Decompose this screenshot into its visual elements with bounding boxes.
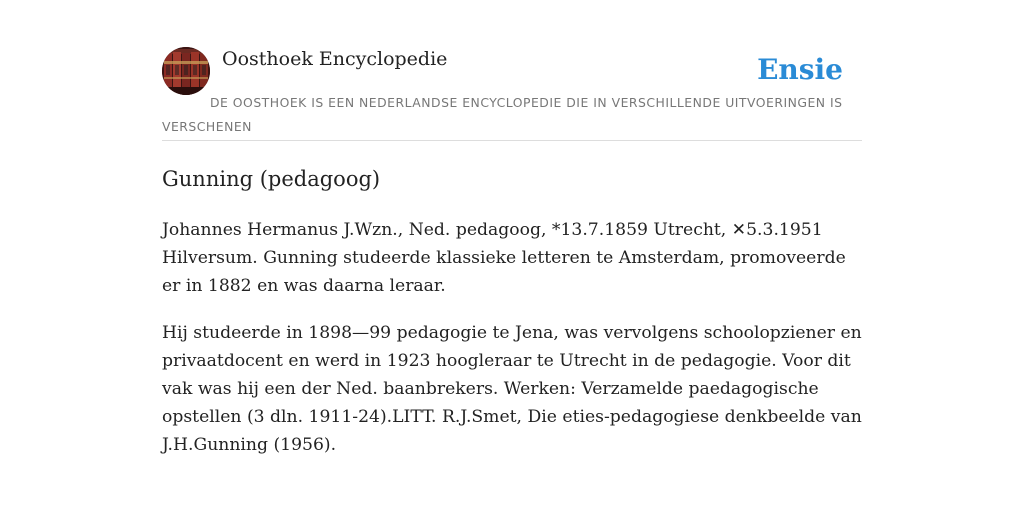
article-paragraph: Johannes Hermanus J.Wzn., Ned. pedagoog, *13.7.1859 Utrecht, ✕5.3.1951 Hilversum. Gunning studeerde klassieke letteren te Amsterdam, promoveerde er in 1882 en was daarna leraar. xyxy=(162,220,846,296)
source-header xyxy=(162,46,862,141)
encyclopedia-books-icon[interactable] xyxy=(162,47,210,95)
article-paragraph: Hij studeerde in 1898—99 pedagogie te Jena, was vervolgens schoolopziener en privaatdocent en werd in 1923 hoogleraar te Utrecht in de pedagogie. Voor dit vak was hij een der Ned. baanbrekers. Werken: Verzamelde paedagogische opstellen (3 dln. 1911-24).LITT. R.J.Smet, Die eties-pedagogiese denkbeelde van J.H.Gunning (1956). xyxy=(162,323,862,455)
source-description: DE OOSTHOEK IS EEN NEDERLANDSE ENCYCLOPEDIE DIE IN VERSCHILLENDE UITVOERINGEN IS VERSCHENEN xyxy=(162,95,843,134)
article-title: Gunning (pedagoog) xyxy=(162,167,381,191)
source-title[interactable]: Oosthoek Encyclopedie xyxy=(222,48,448,70)
ensie-logo[interactable]: Ensie xyxy=(757,53,843,86)
